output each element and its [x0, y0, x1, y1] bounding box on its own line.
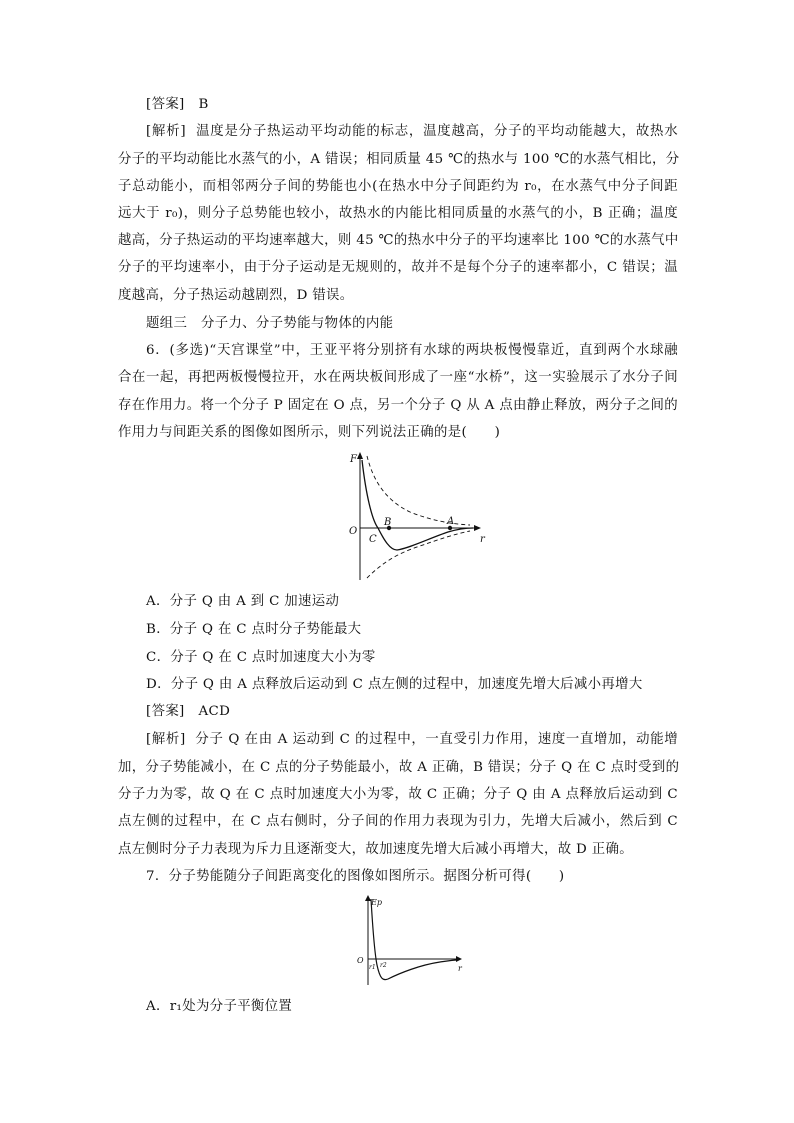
q6-b-label: B — [384, 517, 392, 528]
q6-y-label: F — [350, 454, 357, 465]
q6-answer-tag: [答案] — [146, 704, 185, 719]
q6-a-label: A — [447, 516, 455, 527]
q6-analysis-line-5: 点左侧时分子力表现为斥力且逐渐变大，故加速度先增大后减小再增大，故 D 正确。 — [118, 842, 633, 857]
q6-option-a: A．分子 Q 由 A 到 C 加速运动 — [146, 594, 340, 609]
q6-c-label: C — [369, 534, 377, 545]
q6-option-b: B．分子 Q 在 C 点时分子势能最大 — [146, 622, 362, 637]
q7-origin-label: O — [357, 956, 364, 965]
q7-y-label: Ep — [371, 898, 382, 907]
q6-analysis-line-1 — [146, 730, 678, 750]
q5-analysis-tag: [解析] — [146, 124, 186, 139]
q7-option-a: A．r₁处为分子平衡位置 — [146, 999, 293, 1014]
q6-resultant-curve — [362, 460, 473, 550]
q6-analysis-line-2: 加，分子势能减小，在 C 点的分子势能最小，故 A 正确，B 错误；分子 Q 在 C 点时受到的 — [118, 760, 680, 775]
q6-answer-line — [146, 702, 706, 722]
q6-stem-line-3: 存在作用力。将一个分子 P 固定在 O 点，另一个分子 Q 从 A 点由静止释放，两分子之间的 — [118, 398, 678, 413]
q6-stem-line-4: 作用力与间距关系的图像如图所示，则下列说法正确的是( ) — [118, 425, 501, 440]
q6-force-graph-svg — [340, 450, 490, 585]
q6-option-c: C．分子 Q 在 C 点时加速度大小为零 — [146, 650, 376, 665]
q5-answer-value: B — [198, 97, 209, 112]
q7-r1-label: r1 — [369, 964, 376, 971]
q5-answer-tag: [答案] — [146, 97, 185, 112]
q5-analysis-line-2: 分子的平均动能比水蒸气的小，A 错误；相同质量 45 ℃的热水与 100 ℃的水蒸气相比，分 — [118, 152, 680, 167]
q5-analysis-line-6: 分子的平均速率小，由于分子运动是无规则的，故并不是每个分子的速率都小，C 错误；温 — [118, 260, 678, 275]
q7-potential-graph — [355, 893, 470, 988]
q7-x-label: r — [458, 964, 462, 973]
q7-stem: 7．分子势能随分子间距离变化的图像如图所示。据图分析可得( ) — [146, 869, 565, 884]
q5-analysis-line-7: 度越高，分子热运动越剧烈，D 错误。 — [118, 288, 354, 303]
q7-potential-graph-svg — [355, 893, 470, 988]
q6-origin-label: O — [349, 526, 358, 537]
q6-stem-line-2: 合在一起，再把两板慢慢拉开，水在两块板间形成了一座“水桥”，这一实验展示了水分子间 — [118, 370, 678, 385]
q6-x-label: r — [480, 534, 485, 545]
q5-analysis-text: 温度是分子热运动平均动能的标志，温度越高，分子的平均动能越大，故热水 — [196, 124, 678, 139]
q6-force-graph — [340, 450, 490, 585]
q5-analysis-line-4: 远大于 r₀)，则分子总势能也较小，故热水的内能比相同质量的水蒸气的小，B 正确；温度 — [118, 206, 678, 221]
q6-analysis-line-4: 点左侧的过程中，在 C 点右侧时，分子间的作用力表现为引力，先增大后减小，然后到 C — [118, 814, 678, 829]
q5-answer-line — [146, 95, 706, 115]
q6-analysis-line-3: 分子力为零，故 Q 在 C 点时加速度大小为零，故 C 正确；分子 Q 由 A 点释放后运动到 C — [118, 787, 678, 802]
q6-stem-line-1: 6．(多选)“天宫课堂”中，王亚平将分别挤有水球的两块板慢慢靠近，直到两个水球融 — [146, 343, 678, 358]
q6-y-arrow-icon — [357, 452, 363, 459]
q6-analysis-tag: [解析] — [146, 732, 186, 747]
q6-option-d: D．分子 Q 由 A 点释放后运动到 C 点左侧的过程中，加速度先增大后减小再增大 — [146, 677, 643, 692]
q6-attraction-curve — [367, 531, 470, 578]
q5-analysis-line-3: 子总动能小，而相邻两分子间的势能也小(在热水中分子间距约为 r₀，在水蒸气中分子间距 — [118, 179, 678, 194]
q5-analysis-line-5: 越高，分子热运动的平均速率越大，则 45 ℃的热水中分子的平均速率比 100 ℃的水蒸气中 — [118, 233, 679, 248]
q5-analysis-line-1 — [146, 122, 678, 142]
q6-x-arrow-icon — [474, 525, 481, 531]
section-title: 题组三 分子力、分子势能与物体的内能 — [146, 316, 394, 331]
q6-repulsion-curve — [367, 456, 470, 525]
q7-r2-label: r2 — [380, 962, 387, 969]
q6-answer-value: ACD — [198, 704, 231, 719]
q6-analysis-text: 分子 Q 在由 A 运动到 C 的过程中，一直受引力作用，速度一直增加，动能增 — [195, 732, 678, 747]
q7-x-arrow-icon — [456, 956, 462, 962]
